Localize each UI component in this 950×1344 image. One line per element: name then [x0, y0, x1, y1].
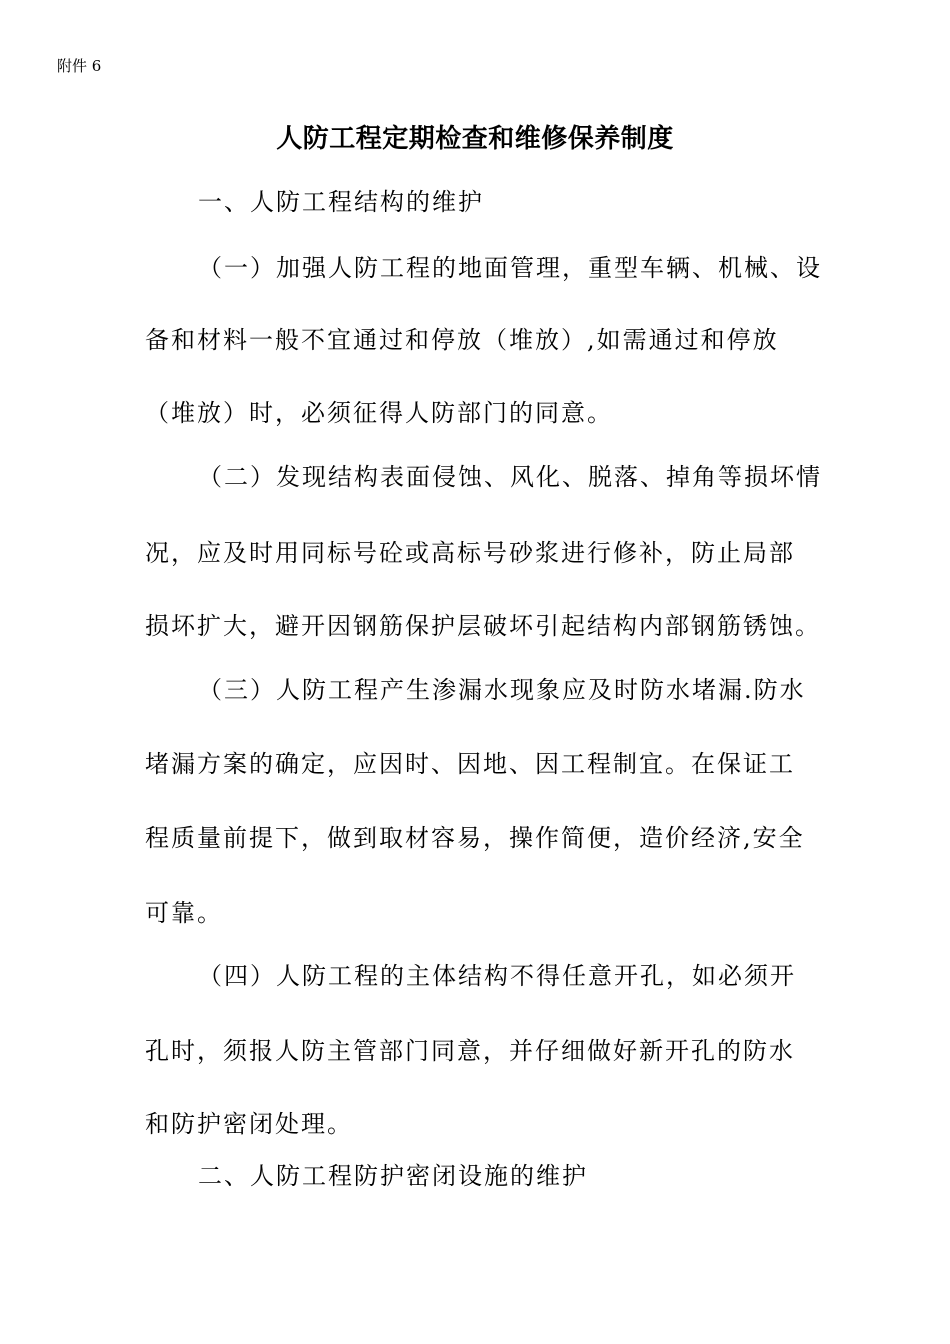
paragraph-line: （三）人防工程产生渗漏水现象应及时防水堵漏.防水	[198, 676, 806, 704]
paragraph-line: 程质量前提下，做到取材容易，操作简便，造价经济,安全	[145, 824, 805, 852]
section-heading-2: 二、人防工程防护密闭设施的维护	[198, 1162, 588, 1190]
paragraph-line: 孔时，须报人防主管部门同意，并仔细做好新开孔的防水	[145, 1037, 795, 1065]
paragraph-line: 损坏扩大，避开因钢筋保护层破坏引起结构内部钢筋锈蚀。	[145, 612, 821, 640]
attachment-label: 附件 6	[57, 57, 102, 75]
paragraph-line: 和防护密闭处理。	[145, 1110, 353, 1138]
document-title: 人防工程定期检查和维修保养制度	[276, 124, 674, 154]
paragraph-line: （堆放）时，必须征得人防部门的同意。	[145, 399, 613, 427]
paragraph-line: （二）发现结构表面侵蚀、风化、脱落、掉角等损坏情	[198, 463, 822, 491]
paragraph-line: 可靠。	[145, 899, 223, 927]
paragraph-line: 堵漏方案的确定，应因时、因地、因工程制宜。在保证工	[145, 750, 795, 778]
paragraph-line: 况，应及时用同标号砼或高标号砂浆进行修补，防止局部	[145, 539, 795, 567]
paragraph-line: （四）人防工程的主体结构不得任意开孔，如必须开	[198, 962, 796, 990]
paragraph-line: （一）加强人防工程的地面管理，重型车辆、机械、设	[198, 254, 822, 282]
section-heading-1: 一、人防工程结构的维护	[198, 188, 484, 216]
paragraph-line: 备和材料一般不宜通过和停放（堆放）,如需通过和停放	[145, 326, 779, 354]
